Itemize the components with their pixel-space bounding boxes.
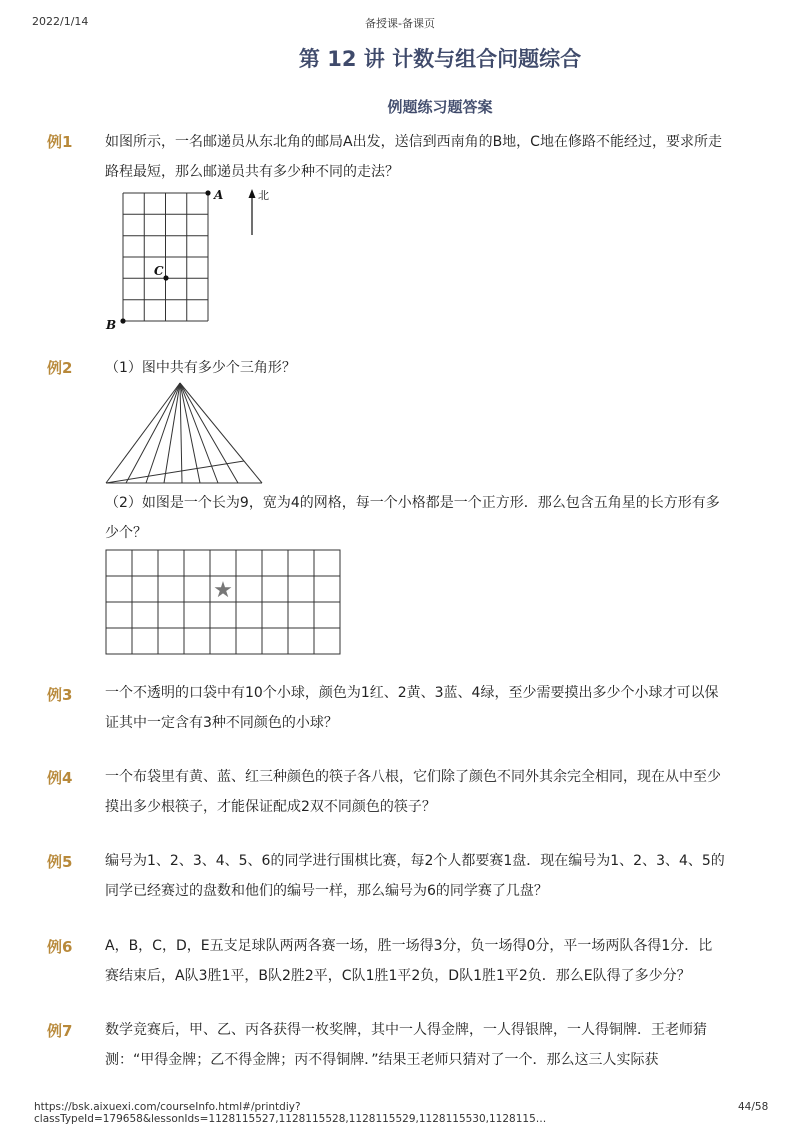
point-c-dot xyxy=(163,275,168,280)
grid-cell xyxy=(288,576,314,602)
point-b-dot xyxy=(120,318,125,323)
example-4-label: 例4 xyxy=(47,769,73,787)
grid-cell xyxy=(184,576,210,602)
lesson-title: 第 12 讲 计数与组合问题综合 xyxy=(298,47,582,71)
example-6-text: A，B，C，D，E五支足球队两两各赛一场，胜一场得3分，负一场得0分，平一场两队各得1分．比赛结束后，A队3胜1平，B队2胜2平，C队1胜1平2负，D队1胜1平2负．那么E队得了多少分？ xyxy=(105,938,713,984)
grid-cell xyxy=(158,576,184,602)
page-header-title: 备授课-备课页 xyxy=(365,17,435,30)
grid-cell xyxy=(132,628,158,654)
grid-cell xyxy=(184,628,210,654)
example-1-figure xyxy=(100,185,290,335)
grid-cell xyxy=(314,628,340,654)
grid-cell xyxy=(106,602,132,628)
grid-cell xyxy=(132,576,158,602)
example-1-label: 例1 xyxy=(47,133,73,151)
section-subtitle: 例题练习题答案 xyxy=(387,98,493,116)
grid-cell xyxy=(288,602,314,628)
grid-cell xyxy=(210,628,236,654)
grid-cell xyxy=(236,628,262,654)
grid-cell xyxy=(158,602,184,628)
example-3-label: 例3 xyxy=(47,686,73,704)
north-label: 北 xyxy=(258,189,269,202)
street-grid xyxy=(123,193,208,321)
example-2-part2: （2）如图是一个长为9，宽为4的网格，每一个小格都是一个正方形．那么包含五角星的长方形有多少个？ xyxy=(105,495,720,541)
example-5-text: 编号为1、2、3、4、5、6的同学进行围棋比赛，每2个人都要赛1盘．现在编号为1、2、3、4、5的同学已经赛过的盘数和他们的编号一样，那么编号为6的同学赛了几盘？ xyxy=(105,853,725,899)
grid-cell xyxy=(106,576,132,602)
north-arrow-icon xyxy=(249,189,256,235)
grid-cell xyxy=(314,550,340,576)
grid-cell xyxy=(262,550,288,576)
grid-cell xyxy=(262,602,288,628)
point-a-label: A xyxy=(214,188,224,202)
source-url[interactable]: https://bsk.aixuexi.com/courseInfo.html#/printdiy?classTypeId=179658&lessonIds=1128115527,1128115528,1128115529,1128115530,1128115… xyxy=(34,1101,547,1125)
example-1-text: 如图所示，一名邮递员从东北角的邮局A出发，送信到西南角的B地，C地在修路不能经过，要求所走路程最短，那么邮递员共有多少种不同的走法？ xyxy=(105,134,722,180)
grid-cell xyxy=(210,550,236,576)
grid-cell xyxy=(158,628,184,654)
grid-cell xyxy=(132,602,158,628)
example-5-label: 例5 xyxy=(47,853,73,871)
triangle-figure xyxy=(100,378,270,488)
grid-cell xyxy=(158,550,184,576)
grid-cell xyxy=(236,550,262,576)
point-a-dot xyxy=(205,190,210,195)
grid-cell xyxy=(236,602,262,628)
grid-cell xyxy=(210,602,236,628)
grid-cell xyxy=(314,602,340,628)
page-number: 44/58 xyxy=(738,1101,769,1113)
example-3-text: 一个不透明的口袋中有10个小球，颜色为1红、2黄、3蓝、4绿，至少需要摸出多少个小球才可以保证其中一定含有3种不同颜色的小球？ xyxy=(105,685,719,731)
grid-cell xyxy=(262,576,288,602)
grid-cell xyxy=(184,550,210,576)
print-date: 2022/1/14 xyxy=(32,15,89,28)
point-c-label: C xyxy=(154,264,164,278)
star-grid-figure xyxy=(100,545,350,660)
point-b-label: B xyxy=(106,318,117,332)
example-7-text: 数学竞赛后，甲、乙、丙各获得一枚奖牌，其中一人得金牌，一人得银牌，一人得铜牌．王老师猜测：“甲得金牌；乙不得金牌；丙不得铜牌．”结果王老师只猜对了一个．那么这三人实际获 xyxy=(105,1022,707,1068)
grid-cell xyxy=(132,550,158,576)
grid-cell xyxy=(314,576,340,602)
example-2-part1: （1）图中共有多少个三角形？ xyxy=(105,360,296,376)
grid-cell xyxy=(236,576,262,602)
example-4-text: 一个布袋里有黄、蓝、红三种颜色的筷子各八根，它们除了颜色不同外其余完全相同，现在从中至少摸出多少根筷子，才能保证配成2双不同颜色的筷子？ xyxy=(105,769,721,815)
grid-cell xyxy=(184,602,210,628)
star-icon: ★ xyxy=(213,578,233,603)
example-2-label: 例2 xyxy=(47,359,73,377)
grid-cell xyxy=(288,550,314,576)
example-6-label: 例6 xyxy=(47,938,73,956)
grid-cell xyxy=(288,628,314,654)
grid-cell xyxy=(106,550,132,576)
grid-cell xyxy=(262,628,288,654)
grid-cell xyxy=(106,628,132,654)
example-7-label: 例7 xyxy=(47,1022,73,1040)
